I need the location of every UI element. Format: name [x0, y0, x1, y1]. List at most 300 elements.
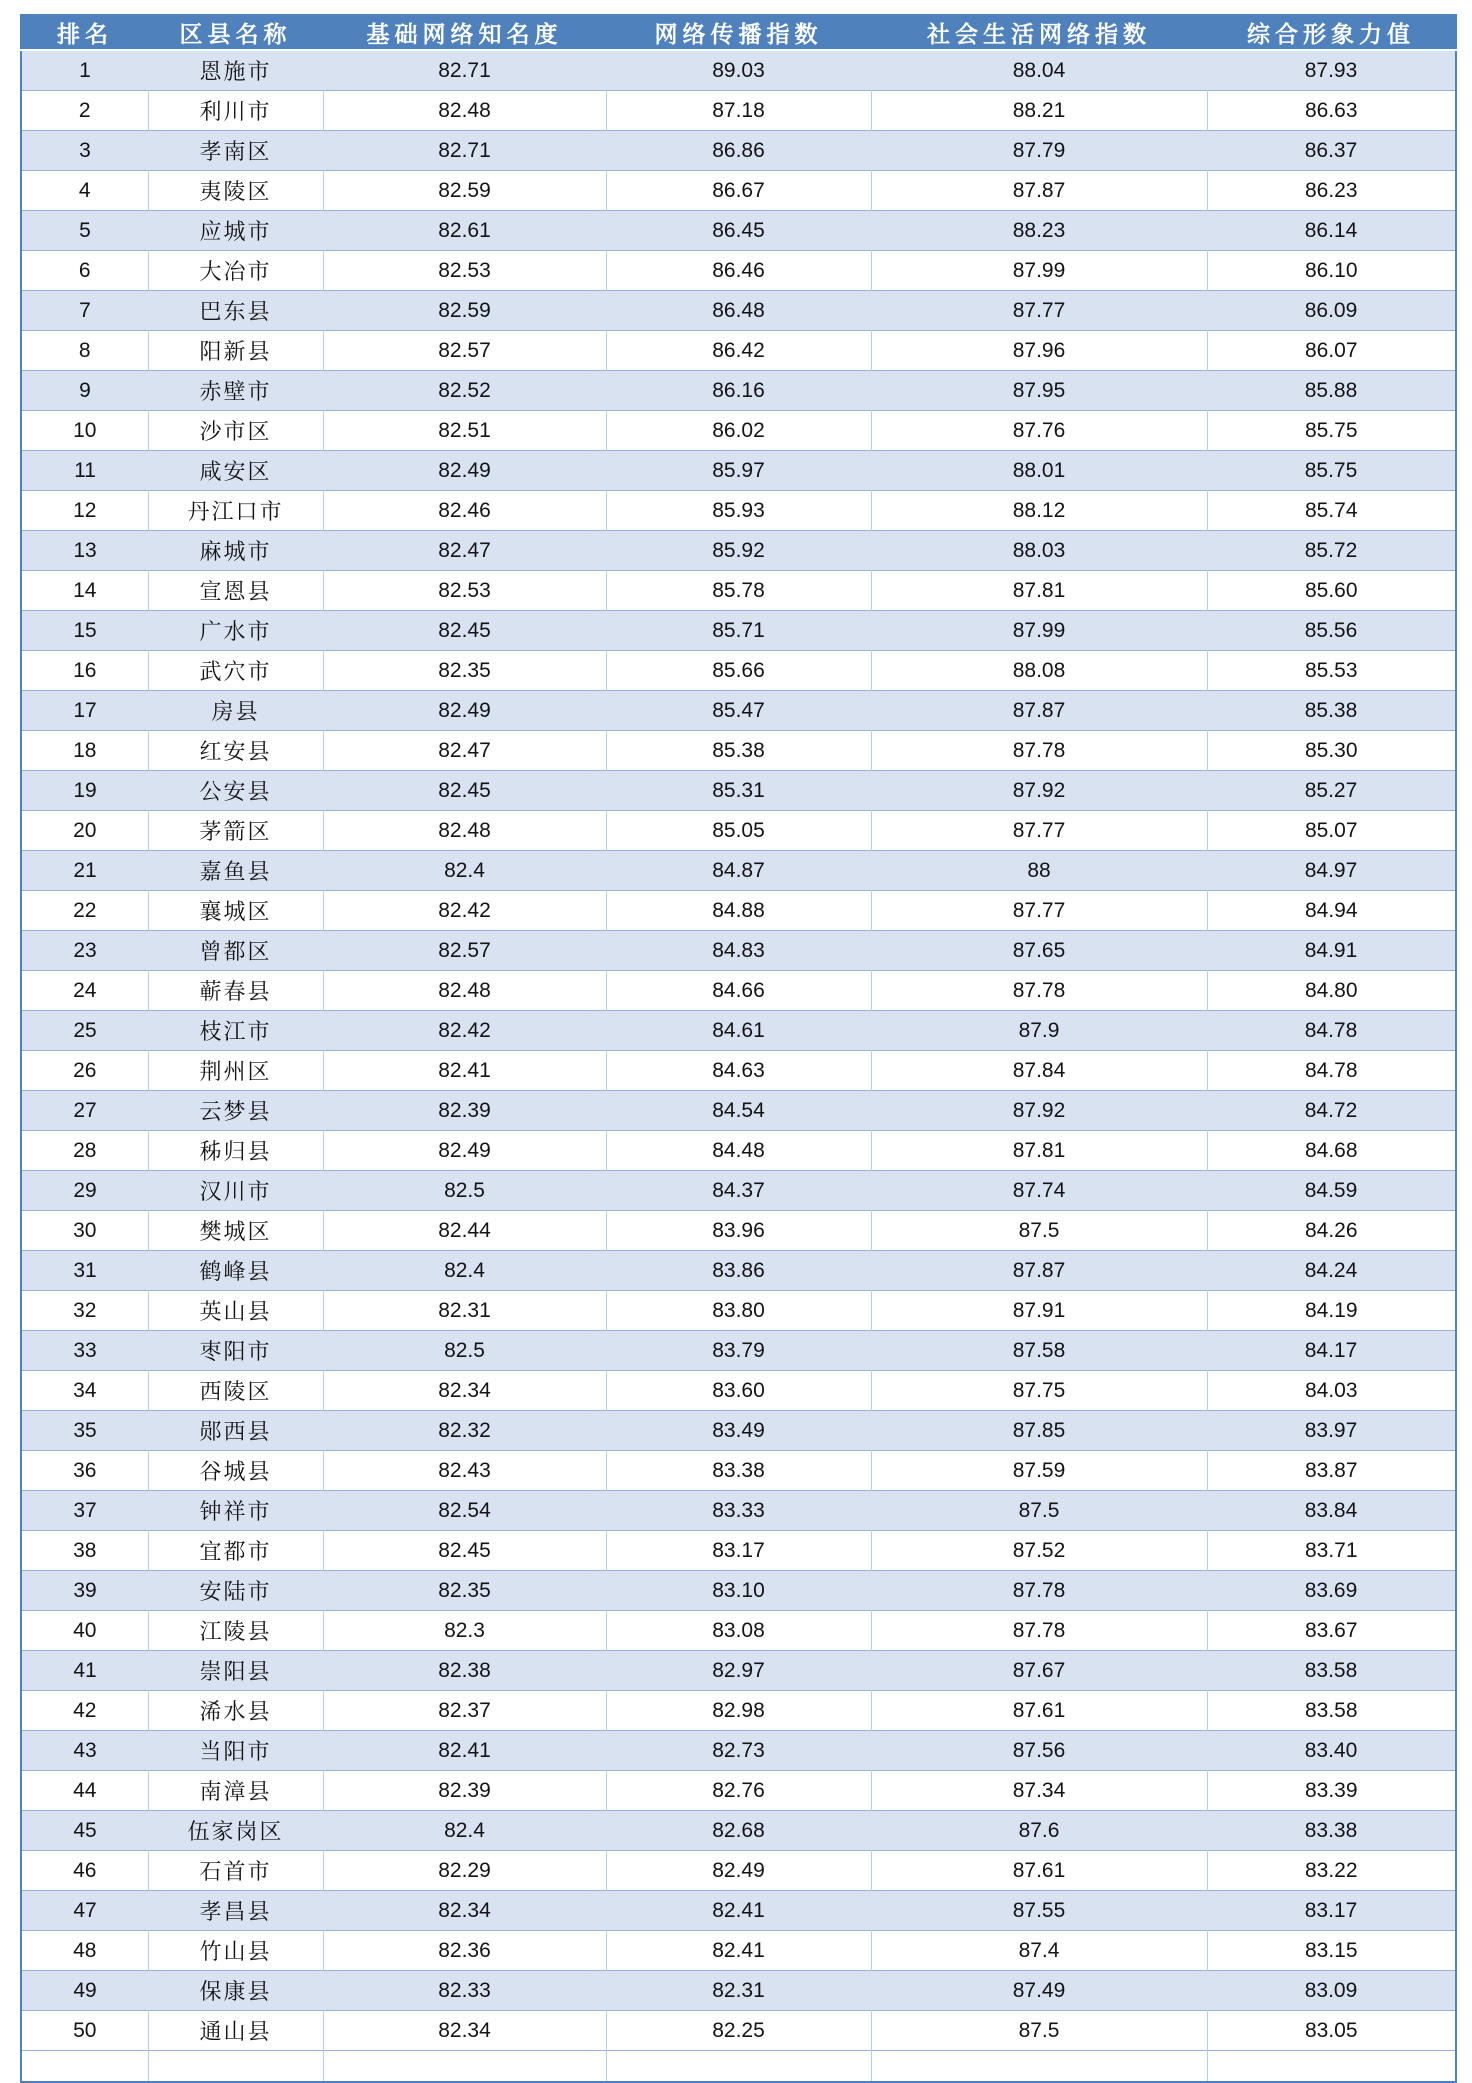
- cell-comprehensive-image-value: 85.53: [1207, 651, 1456, 691]
- cell-network-spread-index: 82.41: [606, 1891, 871, 1931]
- cell-network-spread-index: 85.66: [606, 651, 871, 691]
- table-row: [21, 1291, 1456, 1331]
- cell-comprehensive-image-value: 83.71: [1207, 1531, 1456, 1571]
- table-row: [21, 1731, 1456, 1771]
- cell-rank: 9: [21, 371, 148, 411]
- cell-basic-network-awareness: 82.37: [323, 1691, 606, 1731]
- cell-comprehensive-image-value: 84.78: [1207, 1051, 1456, 1091]
- table-row: [21, 1491, 1456, 1531]
- cell-district-name: 伍家岗区: [148, 1811, 323, 1851]
- ranking-table-container: [20, 14, 1457, 2083]
- cell-basic-network-awareness: 82.59: [323, 171, 606, 211]
- cell-network-spread-index: 82.49: [606, 1851, 871, 1891]
- table-row: [21, 891, 1456, 931]
- cell-comprehensive-image-value: 85.27: [1207, 771, 1456, 811]
- cell-social-life-network-index: 87.95: [871, 371, 1207, 411]
- table-row: [21, 131, 1456, 171]
- cell-rank: 20: [21, 811, 148, 851]
- cell-comprehensive-image-value: 85.75: [1207, 411, 1456, 451]
- cell-social-life-network-index: 87.77: [871, 811, 1207, 851]
- cell-rank: 29: [21, 1171, 148, 1211]
- cell-district-name: 谷城县: [148, 1451, 323, 1491]
- cell-rank: 36: [21, 1451, 148, 1491]
- table-row: [21, 171, 1456, 211]
- cell-district-name: 枣阳市: [148, 1331, 323, 1371]
- cell-district-name: 武穴市: [148, 651, 323, 691]
- cell-network-spread-index: 82.25: [606, 2011, 871, 2051]
- cell-rank: 8: [21, 331, 148, 371]
- cell-district-name: 广水市: [148, 611, 323, 651]
- column-header-district-name: 区县名称: [148, 15, 323, 50]
- cell-rank: 38: [21, 1531, 148, 1571]
- cell-social-life-network-index: 87.87: [871, 171, 1207, 211]
- cell-network-spread-index: 84.66: [606, 971, 871, 1011]
- cell-network-spread-index: 82.68: [606, 1811, 871, 1851]
- cell-social-life-network-index: 87.9: [871, 1011, 1207, 1051]
- cell-social-life-network-index: 87.5: [871, 1491, 1207, 1531]
- table-row: [21, 611, 1456, 651]
- table-row: [21, 691, 1456, 731]
- cell-social-life-network-index: 87.78: [871, 1571, 1207, 1611]
- cell-social-life-network-index: 87.79: [871, 131, 1207, 171]
- cell-comprehensive-image-value: 86.10: [1207, 251, 1456, 291]
- cell-social-life-network-index: 87.67: [871, 1651, 1207, 1691]
- cell-comprehensive-image-value: 86.14: [1207, 211, 1456, 251]
- cell-rank: 10: [21, 411, 148, 451]
- column-header-rank: 排名: [21, 15, 148, 50]
- table-row: [21, 50, 1456, 91]
- cell-network-spread-index: 85.92: [606, 531, 871, 571]
- cell-rank: 50: [21, 2011, 148, 2051]
- table-row: [21, 851, 1456, 891]
- column-header-basic-network-awareness: 基础网络知名度: [323, 15, 606, 50]
- cell-basic-network-awareness: 82.36: [323, 1931, 606, 1971]
- cell-rank: 41: [21, 1651, 148, 1691]
- cell-district-name: 公安县: [148, 771, 323, 811]
- cell-comprehensive-image-value: 85.72: [1207, 531, 1456, 571]
- cell-district-name: 孝昌县: [148, 1891, 323, 1931]
- cell-basic-network-awareness: 82.45: [323, 1531, 606, 1571]
- cell-comprehensive-image-value: 85.88: [1207, 371, 1456, 411]
- cell-comprehensive-image-value: 84.03: [1207, 1371, 1456, 1411]
- cell-social-life-network-index: 87.91: [871, 1291, 1207, 1331]
- cell-rank: 43: [21, 1731, 148, 1771]
- cell-network-spread-index: 82.98: [606, 1691, 871, 1731]
- cell-basic-network-awareness: 82.43: [323, 1451, 606, 1491]
- cell-network-spread-index: 85.93: [606, 491, 871, 531]
- cell-social-life-network-index: 87.99: [871, 611, 1207, 651]
- cell-rank: 25: [21, 1011, 148, 1051]
- cell-network-spread-index: 82.73: [606, 1731, 871, 1771]
- table-row: [21, 771, 1456, 811]
- cell-comprehensive-image-value: 84.26: [1207, 1211, 1456, 1251]
- table-row: [21, 1851, 1456, 1891]
- cell-social-life-network-index: 87.78: [871, 971, 1207, 1011]
- cell-network-spread-index: 86.02: [606, 411, 871, 451]
- cell-network-spread-index: 82.76: [606, 1771, 871, 1811]
- cell-basic-network-awareness: 82.35: [323, 1571, 606, 1611]
- cell-district-name: 南漳县: [148, 1771, 323, 1811]
- cell-rank: 24: [21, 971, 148, 1011]
- table-body: [21, 50, 1456, 2082]
- ranking-table: [20, 14, 1457, 2083]
- cell-district-name: 云梦县: [148, 1091, 323, 1131]
- table-row: [21, 571, 1456, 611]
- cell-network-spread-index: 85.97: [606, 451, 871, 491]
- cell-social-life-network-index: 87.96: [871, 331, 1207, 371]
- cell-district-name: 鹤峰县: [148, 1251, 323, 1291]
- cell-network-spread-index: 84.87: [606, 851, 871, 891]
- cell-network-spread-index: 85.38: [606, 731, 871, 771]
- cell-rank: 49: [21, 1971, 148, 2011]
- cell-basic-network-awareness: 82.3: [323, 1611, 606, 1651]
- cell-social-life-network-index: 87.49: [871, 1971, 1207, 2011]
- cell-comprehensive-image-value: 83.05: [1207, 2011, 1456, 2051]
- cell-social-life-network-index: 87.77: [871, 291, 1207, 331]
- table-row: [21, 1531, 1456, 1571]
- table-row: [21, 1051, 1456, 1091]
- cell-network-spread-index: 82.41: [606, 1931, 871, 1971]
- cell-district-name: 赤壁市: [148, 371, 323, 411]
- cell-network-spread-index: 84.83: [606, 931, 871, 971]
- cell-rank: 34: [21, 1371, 148, 1411]
- cell-network-spread-index: 83.96: [606, 1211, 871, 1251]
- cell-social-life-network-index: 87.4: [871, 1931, 1207, 1971]
- cell-comprehensive-image-value: 84.24: [1207, 1251, 1456, 1291]
- cell-network-spread-index: 85.31: [606, 771, 871, 811]
- table-row: [21, 251, 1456, 291]
- cell-comprehensive-image-value: 84.59: [1207, 1171, 1456, 1211]
- cell-district-name: 阳新县: [148, 331, 323, 371]
- cell-comprehensive-image-value: 86.23: [1207, 171, 1456, 211]
- cell-rank: 1: [21, 50, 148, 91]
- cell-rank: 40: [21, 1611, 148, 1651]
- cell-rank: 39: [21, 1571, 148, 1611]
- cell-district-name: 安陆市: [148, 1571, 323, 1611]
- cell-comprehensive-image-value: 86.63: [1207, 91, 1456, 131]
- cell-rank: 7: [21, 291, 148, 331]
- cell-rank: 45: [21, 1811, 148, 1851]
- cell-comprehensive-image-value: 83.39: [1207, 1771, 1456, 1811]
- table-row: [21, 371, 1456, 411]
- cell-basic-network-awareness: 82.49: [323, 1131, 606, 1171]
- cell-network-spread-index: 85.78: [606, 571, 871, 611]
- cell-rank: 17: [21, 691, 148, 731]
- cell-network-spread-index: 83.10: [606, 1571, 871, 1611]
- cell-comprehensive-image-value: 84.78: [1207, 1011, 1456, 1051]
- cell-social-life-network-index: 87.59: [871, 1451, 1207, 1491]
- cell-network-spread-index: 85.05: [606, 811, 871, 851]
- cell-basic-network-awareness: 82.44: [323, 1211, 606, 1251]
- cell-social-life-network-index: 88.21: [871, 91, 1207, 131]
- cell-basic-network-awareness: 82.4: [323, 851, 606, 891]
- cell-social-life-network-index: 87.65: [871, 931, 1207, 971]
- column-header-social-life-network-index: 社会生活网络指数: [871, 15, 1207, 50]
- cell-district-name: 茅箭区: [148, 811, 323, 851]
- cell-district-name: 夷陵区: [148, 171, 323, 211]
- cell-comprehensive-image-value: 84.91: [1207, 931, 1456, 971]
- table-row: [21, 1131, 1456, 1171]
- cell-comprehensive-image-value: 83.15: [1207, 1931, 1456, 1971]
- cell-rank: 47: [21, 1891, 148, 1931]
- cell-basic-network-awareness: 82.48: [323, 971, 606, 1011]
- table-row: [21, 411, 1456, 451]
- cell-basic-network-awareness: 82.47: [323, 531, 606, 571]
- cell-basic-network-awareness: 82.4: [323, 1251, 606, 1291]
- table-row: [21, 1251, 1456, 1291]
- cell-district-name: 应城市: [148, 211, 323, 251]
- table-row: [21, 331, 1456, 371]
- cell-network-spread-index: 83.86: [606, 1251, 871, 1291]
- cell-network-spread-index: 83.60: [606, 1371, 871, 1411]
- cell-comprehensive-image-value: 86.09: [1207, 291, 1456, 331]
- table-row: [21, 1411, 1456, 1451]
- cell-network-spread-index: 83.08: [606, 1611, 871, 1651]
- table-row: [21, 931, 1456, 971]
- cell-basic-network-awareness: 82.71: [323, 131, 606, 171]
- cell-district-name: 房县: [148, 691, 323, 731]
- cell-social-life-network-index: 87.74: [871, 1171, 1207, 1211]
- cell-comprehensive-image-value: 83.97: [1207, 1411, 1456, 1451]
- cell-social-life-network-index: 87.76: [871, 411, 1207, 451]
- cell-network-spread-index: 85.71: [606, 611, 871, 651]
- table-row: [21, 811, 1456, 851]
- table-row: [21, 1771, 1456, 1811]
- cell-comprehensive-image-value: 85.07: [1207, 811, 1456, 851]
- cell-district-name: 咸安区: [148, 451, 323, 491]
- cell-comprehensive-image-value: 84.72: [1207, 1091, 1456, 1131]
- cell-basic-network-awareness: 82.47: [323, 731, 606, 771]
- cell-comprehensive-image-value: 83.87: [1207, 1451, 1456, 1491]
- cell-district-name: 浠水县: [148, 1691, 323, 1731]
- cell-rank: 11: [21, 451, 148, 491]
- cell-comprehensive-image-value: 83.69: [1207, 1571, 1456, 1611]
- cell-social-life-network-index: 87.61: [871, 1851, 1207, 1891]
- cell-comprehensive-image-value: 83.58: [1207, 1651, 1456, 1691]
- cell-network-spread-index: 87.18: [606, 91, 871, 131]
- cell-basic-network-awareness: 82.42: [323, 1011, 606, 1051]
- cell-comprehensive-image-value: 84.17: [1207, 1331, 1456, 1371]
- table-row: [21, 1651, 1456, 1691]
- table-row: [21, 1211, 1456, 1251]
- cell-rank: 2: [21, 91, 148, 131]
- table-row: [21, 1571, 1456, 1611]
- cell-basic-network-awareness: 82.34: [323, 1891, 606, 1931]
- cell-social-life-network-index: 87.81: [871, 1131, 1207, 1171]
- cell-rank: 30: [21, 1211, 148, 1251]
- cell-rank: 31: [21, 1251, 148, 1291]
- cell-social-life-network-index: 87.34: [871, 1771, 1207, 1811]
- cell-basic-network-awareness: 82.5: [323, 1171, 606, 1211]
- cell-network-spread-index: 84.48: [606, 1131, 871, 1171]
- table-row: [21, 1811, 1456, 1851]
- cell-basic-network-awareness: 82.41: [323, 1051, 606, 1091]
- cell-social-life-network-index: 88: [871, 851, 1207, 891]
- cell-comprehensive-image-value: 84.68: [1207, 1131, 1456, 1171]
- cell-empty: [871, 2051, 1207, 2083]
- cell-social-life-network-index: 87.75: [871, 1371, 1207, 1411]
- table-row: [21, 91, 1456, 131]
- cell-basic-network-awareness: 82.41: [323, 1731, 606, 1771]
- table-row: [21, 731, 1456, 771]
- cell-comprehensive-image-value: 86.07: [1207, 331, 1456, 371]
- cell-basic-network-awareness: 82.35: [323, 651, 606, 691]
- cell-district-name: 荆州区: [148, 1051, 323, 1091]
- cell-district-name: 红安县: [148, 731, 323, 771]
- cell-basic-network-awareness: 82.57: [323, 331, 606, 371]
- cell-social-life-network-index: 87.6: [871, 1811, 1207, 1851]
- cell-basic-network-awareness: 82.59: [323, 291, 606, 331]
- table-row: [21, 1451, 1456, 1491]
- table-row: [21, 211, 1456, 251]
- cell-network-spread-index: 86.48: [606, 291, 871, 331]
- cell-district-name: 巴东县: [148, 291, 323, 331]
- cell-comprehensive-image-value: 83.58: [1207, 1691, 1456, 1731]
- cell-basic-network-awareness: 82.39: [323, 1771, 606, 1811]
- cell-social-life-network-index: 88.12: [871, 491, 1207, 531]
- cell-comprehensive-image-value: 83.38: [1207, 1811, 1456, 1851]
- cell-basic-network-awareness: 82.49: [323, 691, 606, 731]
- cell-social-life-network-index: 87.85: [871, 1411, 1207, 1451]
- cell-rank: 48: [21, 1931, 148, 1971]
- cell-district-name: 恩施市: [148, 50, 323, 91]
- cell-comprehensive-image-value: 87.93: [1207, 50, 1456, 91]
- cell-empty: [21, 2051, 148, 2083]
- cell-network-spread-index: 86.16: [606, 371, 871, 411]
- cell-rank: 18: [21, 731, 148, 771]
- cell-comprehensive-image-value: 83.17: [1207, 1891, 1456, 1931]
- cell-district-name: 石首市: [148, 1851, 323, 1891]
- cell-district-name: 英山县: [148, 1291, 323, 1331]
- cell-comprehensive-image-value: 83.09: [1207, 1971, 1456, 2011]
- cell-social-life-network-index: 88.01: [871, 451, 1207, 491]
- cell-district-name: 保康县: [148, 1971, 323, 2011]
- cell-network-spread-index: 83.38: [606, 1451, 871, 1491]
- cell-district-name: 麻城市: [148, 531, 323, 571]
- table-row: [21, 1971, 1456, 2011]
- cell-rank: 33: [21, 1331, 148, 1371]
- cell-rank: 4: [21, 171, 148, 211]
- table-row: [21, 531, 1456, 571]
- table-row: [21, 1611, 1456, 1651]
- table-row: [21, 1891, 1456, 1931]
- cell-network-spread-index: 86.67: [606, 171, 871, 211]
- cell-district-name: 郧西县: [148, 1411, 323, 1451]
- cell-basic-network-awareness: 82.42: [323, 891, 606, 931]
- cell-district-name: 沙市区: [148, 411, 323, 451]
- cell-social-life-network-index: 87.92: [871, 1091, 1207, 1131]
- cell-district-name: 丹江口市: [148, 491, 323, 531]
- cell-district-name: 当阳市: [148, 1731, 323, 1771]
- cell-comprehensive-image-value: 83.22: [1207, 1851, 1456, 1891]
- cell-comprehensive-image-value: 85.60: [1207, 571, 1456, 611]
- cell-social-life-network-index: 87.92: [871, 771, 1207, 811]
- cell-network-spread-index: 86.46: [606, 251, 871, 291]
- cell-network-spread-index: 83.49: [606, 1411, 871, 1451]
- cell-district-name: 汉川市: [148, 1171, 323, 1211]
- cell-rank: 15: [21, 611, 148, 651]
- cell-social-life-network-index: 87.87: [871, 691, 1207, 731]
- cell-basic-network-awareness: 82.33: [323, 1971, 606, 2011]
- cell-network-spread-index: 83.80: [606, 1291, 871, 1331]
- cell-social-life-network-index: 88.03: [871, 531, 1207, 571]
- cell-rank: 27: [21, 1091, 148, 1131]
- column-header-comprehensive-image-value: 综合形象力值: [1207, 15, 1456, 50]
- table-row: [21, 1931, 1456, 1971]
- cell-rank: 19: [21, 771, 148, 811]
- cell-basic-network-awareness: 82.61: [323, 211, 606, 251]
- cell-rank: 6: [21, 251, 148, 291]
- cell-basic-network-awareness: 82.34: [323, 1371, 606, 1411]
- cell-social-life-network-index: 87.99: [871, 251, 1207, 291]
- cell-basic-network-awareness: 82.49: [323, 451, 606, 491]
- cell-basic-network-awareness: 82.48: [323, 91, 606, 131]
- cell-basic-network-awareness: 82.31: [323, 1291, 606, 1331]
- cell-district-name: 江陵县: [148, 1611, 323, 1651]
- cell-empty: [323, 2051, 606, 2083]
- cell-network-spread-index: 89.03: [606, 50, 871, 91]
- cell-district-name: 利川市: [148, 91, 323, 131]
- cell-basic-network-awareness: 82.5: [323, 1331, 606, 1371]
- cell-network-spread-index: 86.86: [606, 131, 871, 171]
- cell-comprehensive-image-value: 85.30: [1207, 731, 1456, 771]
- table-row: [21, 491, 1456, 531]
- cell-district-name: 嘉鱼县: [148, 851, 323, 891]
- cell-network-spread-index: 83.79: [606, 1331, 871, 1371]
- cell-rank: 32: [21, 1291, 148, 1331]
- cell-social-life-network-index: 87.78: [871, 731, 1207, 771]
- table-row-partial: [21, 2051, 1456, 2083]
- cell-basic-network-awareness: 82.53: [323, 571, 606, 611]
- cell-network-spread-index: 83.33: [606, 1491, 871, 1531]
- cell-comprehensive-image-value: 85.56: [1207, 611, 1456, 651]
- cell-basic-network-awareness: 82.57: [323, 931, 606, 971]
- cell-social-life-network-index: 87.87: [871, 1251, 1207, 1291]
- cell-basic-network-awareness: 82.46: [323, 491, 606, 531]
- cell-basic-network-awareness: 82.4: [323, 1811, 606, 1851]
- cell-empty: [148, 2051, 323, 2083]
- table-row: [21, 1171, 1456, 1211]
- cell-rank: 23: [21, 931, 148, 971]
- cell-rank: 44: [21, 1771, 148, 1811]
- cell-basic-network-awareness: 82.48: [323, 811, 606, 851]
- cell-social-life-network-index: 87.5: [871, 2011, 1207, 2051]
- cell-comprehensive-image-value: 84.97: [1207, 851, 1456, 891]
- cell-social-life-network-index: 87.5: [871, 1211, 1207, 1251]
- table-row: [21, 1091, 1456, 1131]
- cell-rank: 35: [21, 1411, 148, 1451]
- cell-district-name: 崇阳县: [148, 1651, 323, 1691]
- cell-district-name: 宜都市: [148, 1531, 323, 1571]
- cell-district-name: 枝江市: [148, 1011, 323, 1051]
- table-row: [21, 1371, 1456, 1411]
- table-row: [21, 1331, 1456, 1371]
- cell-comprehensive-image-value: 84.80: [1207, 971, 1456, 1011]
- cell-empty: [606, 2051, 871, 2083]
- cell-network-spread-index: 84.63: [606, 1051, 871, 1091]
- cell-rank: 42: [21, 1691, 148, 1731]
- cell-district-name: 秭归县: [148, 1131, 323, 1171]
- cell-social-life-network-index: 88.04: [871, 50, 1207, 91]
- cell-district-name: 大冶市: [148, 251, 323, 291]
- cell-rank: 22: [21, 891, 148, 931]
- column-header-network-spread-index: 网络传播指数: [606, 15, 871, 50]
- cell-basic-network-awareness: 82.38: [323, 1651, 606, 1691]
- cell-basic-network-awareness: 82.32: [323, 1411, 606, 1451]
- cell-basic-network-awareness: 82.54: [323, 1491, 606, 1531]
- cell-social-life-network-index: 87.52: [871, 1531, 1207, 1571]
- cell-district-name: 曾都区: [148, 931, 323, 971]
